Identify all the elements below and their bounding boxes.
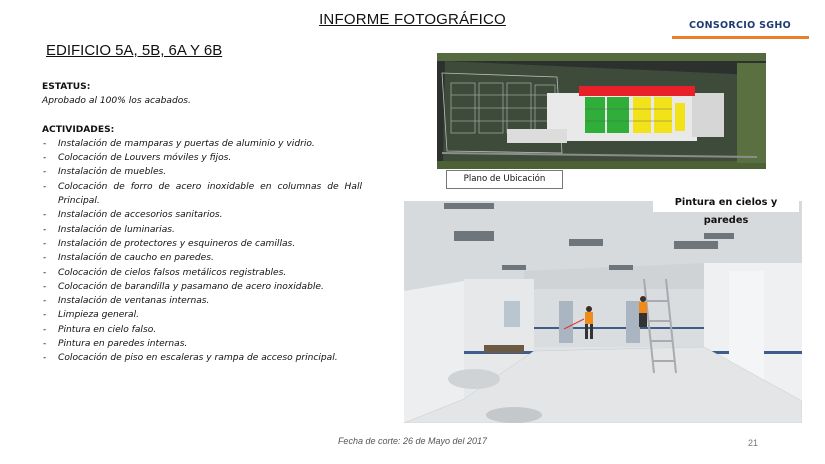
activity-item: - Colocación de cielos falsos metálicos registrables. <box>42 266 362 280</box>
activity-item: - Pintura en paredes internas. <box>42 337 362 351</box>
report-body <box>42 80 362 366</box>
activity-item: - Instalación de protectores y esquineros de camillas. <box>42 237 362 251</box>
interior-photo <box>404 201 802 423</box>
status-label: ESTATUS: <box>42 82 91 92</box>
activity-item: - Instalación de ventanas internas. <box>42 294 362 308</box>
logo-underline <box>672 36 809 39</box>
slide-title: INFORME FOTOGRÁFICO <box>319 11 506 28</box>
cutoff-date: Fecha de corte: 26 de Mayo del 2017 <box>337 436 488 446</box>
company-logo: CONSORCIO SGHO <box>689 20 791 31</box>
activity-item: - Instalación de muebles. <box>42 165 362 179</box>
activities-label: ACTIVIDADES: <box>42 124 115 135</box>
activity-item: - Colocación de piso en escaleras y rampa de acceso principal. <box>42 351 362 365</box>
activities-list <box>42 137 362 366</box>
building-subtitle: EDIFICIO 5A, 5B, 6A Y 6B <box>46 42 223 59</box>
activity-item: - Instalación de luminarias. <box>42 223 362 237</box>
activity-item: - Colocación de barandilla y pasamano de acero inoxidable. <box>42 280 362 294</box>
activity-item: - Instalación de accesorios sanitarios. <box>42 208 362 222</box>
activity-item: - Instalación de caucho en paredes. <box>42 251 362 265</box>
activity-item: - Colocación de Louvers móviles y fijos. <box>42 151 362 165</box>
activity-item: - Colocación de forro de acero inoxidable en columnas de Hall Principal. <box>42 180 362 209</box>
activity-item: - Instalación de mamparas y puertas de aluminio y vidrio. <box>42 137 362 151</box>
photo-caption: Pintura en cielos y paredes <box>653 194 799 212</box>
status-text: Aprobado al 100% los acabados. <box>42 96 191 107</box>
activity-item: - Pintura en cielo falso. <box>42 323 362 337</box>
site-plan-image <box>437 53 766 169</box>
activity-item: - Limpieza general. <box>42 308 362 322</box>
page-number: 21 <box>748 438 759 448</box>
site-plan-caption: Plano de Ubicación <box>446 170 563 189</box>
